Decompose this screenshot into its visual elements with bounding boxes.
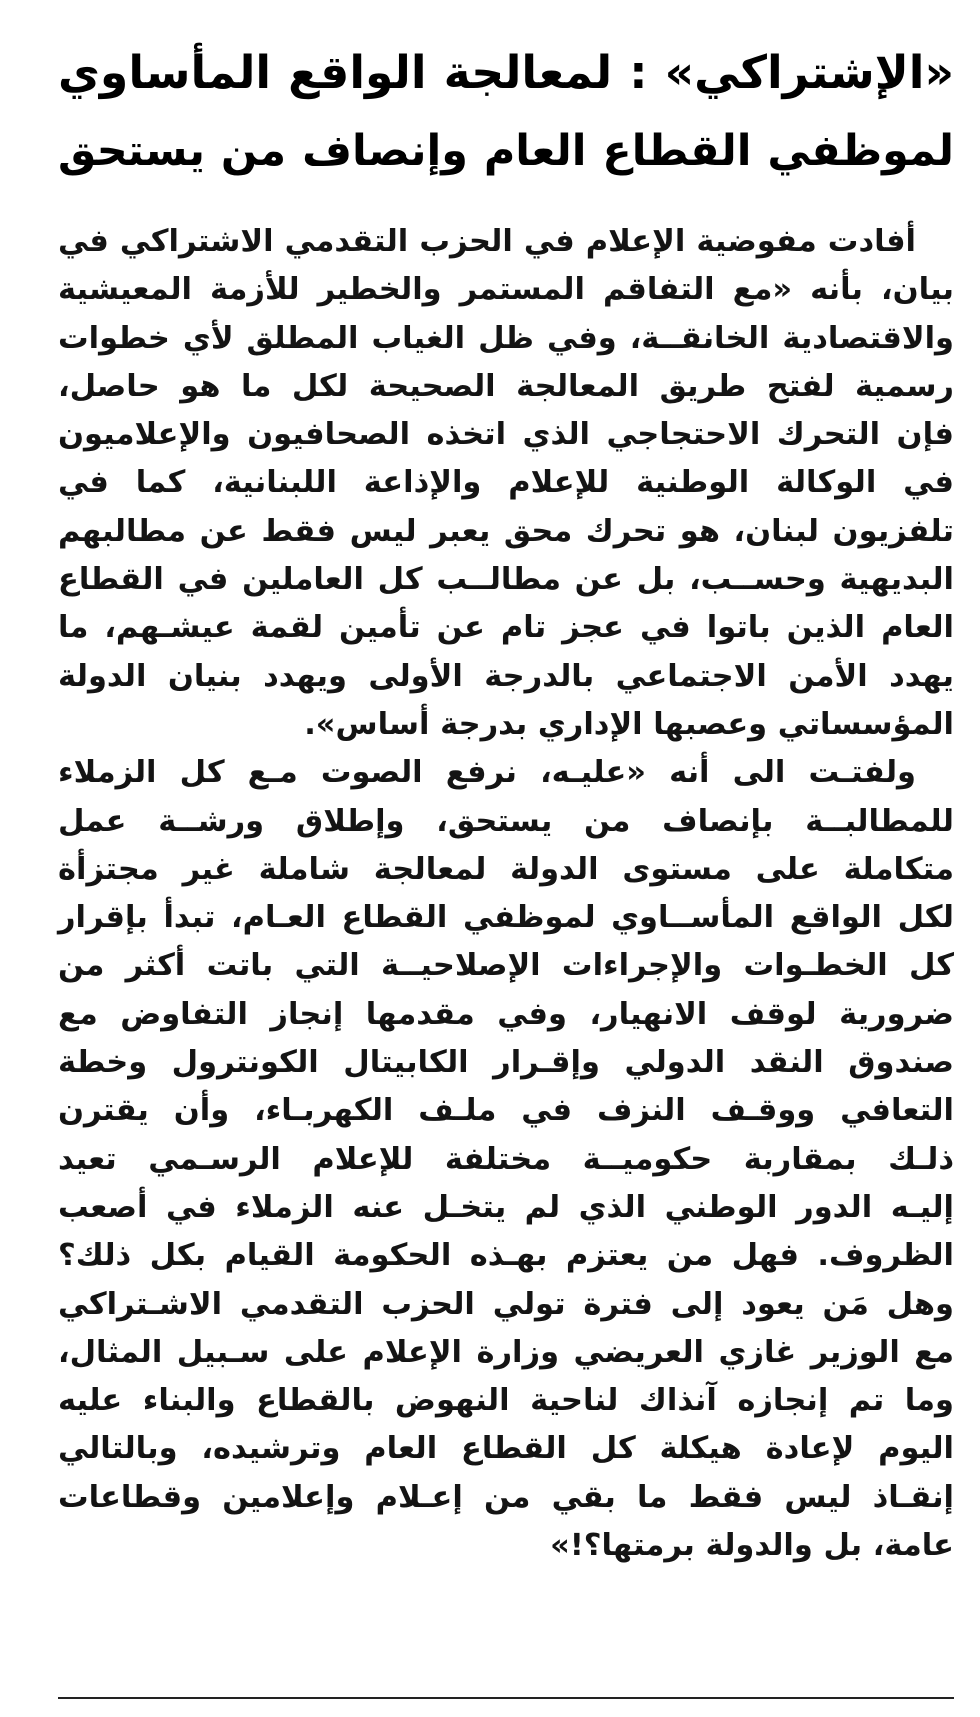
article-body xyxy=(58,218,954,1570)
body-line: المؤسساتي وعصبها الإداري بدرجة أساس». xyxy=(304,706,954,742)
body-line: البديهية وحســب، بل عن مطالــب كل العاملين في القطاع xyxy=(58,562,954,598)
body-line: لكل الواقع المأســاوي لموظفي القطاع العـام، تبدأ بإقرار xyxy=(58,900,954,936)
body-line: رسمية لفتح طريق المعالجة الصحيحة لكل ما هو حاصل، xyxy=(58,368,954,404)
body-line: بيان، بأنه «مع التفاقم المستمر والخطير للأزمة المعيشية xyxy=(58,272,954,308)
body-line: متكاملة على مستوى الدولة لمعالجة شاملة غير مجتزأة xyxy=(58,851,954,887)
article-headline xyxy=(58,0,954,190)
bottom-divider xyxy=(58,1697,954,1699)
body-line: الظروف. فهل من يعتزم بهـذه الحكومة القيام بكل ذلك؟ xyxy=(58,1238,954,1274)
article-paragraph xyxy=(58,749,954,1570)
body-line: إنقـاذ ليس فقط ما بقي من إعـلام وإعلامين وقطاعات xyxy=(58,1479,954,1515)
body-line: في الوكالة الوطنية للإعلام والإذاعة اللبنانية، كما في xyxy=(58,465,954,501)
body-line: إليـه الدور الوطني الذي لم يتخـل عنه الزملاء في أصعب xyxy=(58,1189,954,1225)
body-line: أفادت مفوضية الإعلام في الحزب التقدمي الاشتراكي في xyxy=(58,224,916,259)
body-line: للمطالبــة بإنصاف من يستحق، وإطلاق ورشــة عمل xyxy=(58,803,954,839)
body-line: ذلـك بمقاربة حكوميــة مختلفة للإعلام الرسـمي تعيد xyxy=(58,1141,954,1177)
body-line: ضرورية لوقف الانهيار، وفي مقدمها إنجاز التفاوض مع xyxy=(58,996,954,1032)
news-article xyxy=(58,0,954,1717)
headline-line: لموظفي القطاع العام وإنصاف من يستحق xyxy=(58,126,954,176)
body-line: العام الذين باتوا في عجز تام عن تأمين لقمة عيشـهم، ما xyxy=(58,610,954,646)
body-line: كل الخطـوات والإجراءات الإصلاحيــة التي باتت أكثر من xyxy=(58,948,954,984)
body-line: وهل مَن يعود إلى فترة تولي الحزب التقدمي الاشـتراكي xyxy=(58,1286,954,1322)
body-line: فإن التحرك الاحتجاجي الذي اتخذه الصحافيون والإعلاميون xyxy=(58,417,954,453)
body-line: يهدد الأمن الاجتماعي بالدرجة الأولى ويهدد بنيان الدولة xyxy=(58,658,954,694)
body-line: عامة، بل والدولة برمتها؟!» xyxy=(550,1528,954,1564)
body-line: تلفزيون لبنان، هو تحرك محق يعبر ليس فقط عن مطالبهم xyxy=(58,513,954,549)
body-line: والاقتصادية الخانقــة، وفي ظل الغياب المطلق لأي خطوات xyxy=(58,320,954,356)
body-line: اليوم لإعادة هيكلة كل القطاع العام وترشيده، وبالتالي xyxy=(58,1431,954,1467)
body-line: صندوق النقد الدولي وإقـرار الكابيتال الكونترول وخطة xyxy=(58,1045,954,1081)
headline-line: «الإشتراكي» : لمعالجة الواقع المأساوي xyxy=(58,46,954,99)
body-line: التعافي ووقـف النزف في ملـف الكهربـاء، وأن يقترن xyxy=(58,1093,954,1129)
article-paragraph xyxy=(58,218,954,749)
body-line: ولفتـت الى أنه «عليـه، نرفع الصوت مـع كل الزملاء xyxy=(58,755,916,791)
body-line: وما تم إنجازه آنذاك لناحية النهوض بالقطاع والبناء عليه xyxy=(58,1383,954,1419)
body-line: مع الوزير غازي العريضي وزارة الإعلام على سـبيل المثال، xyxy=(58,1334,954,1370)
